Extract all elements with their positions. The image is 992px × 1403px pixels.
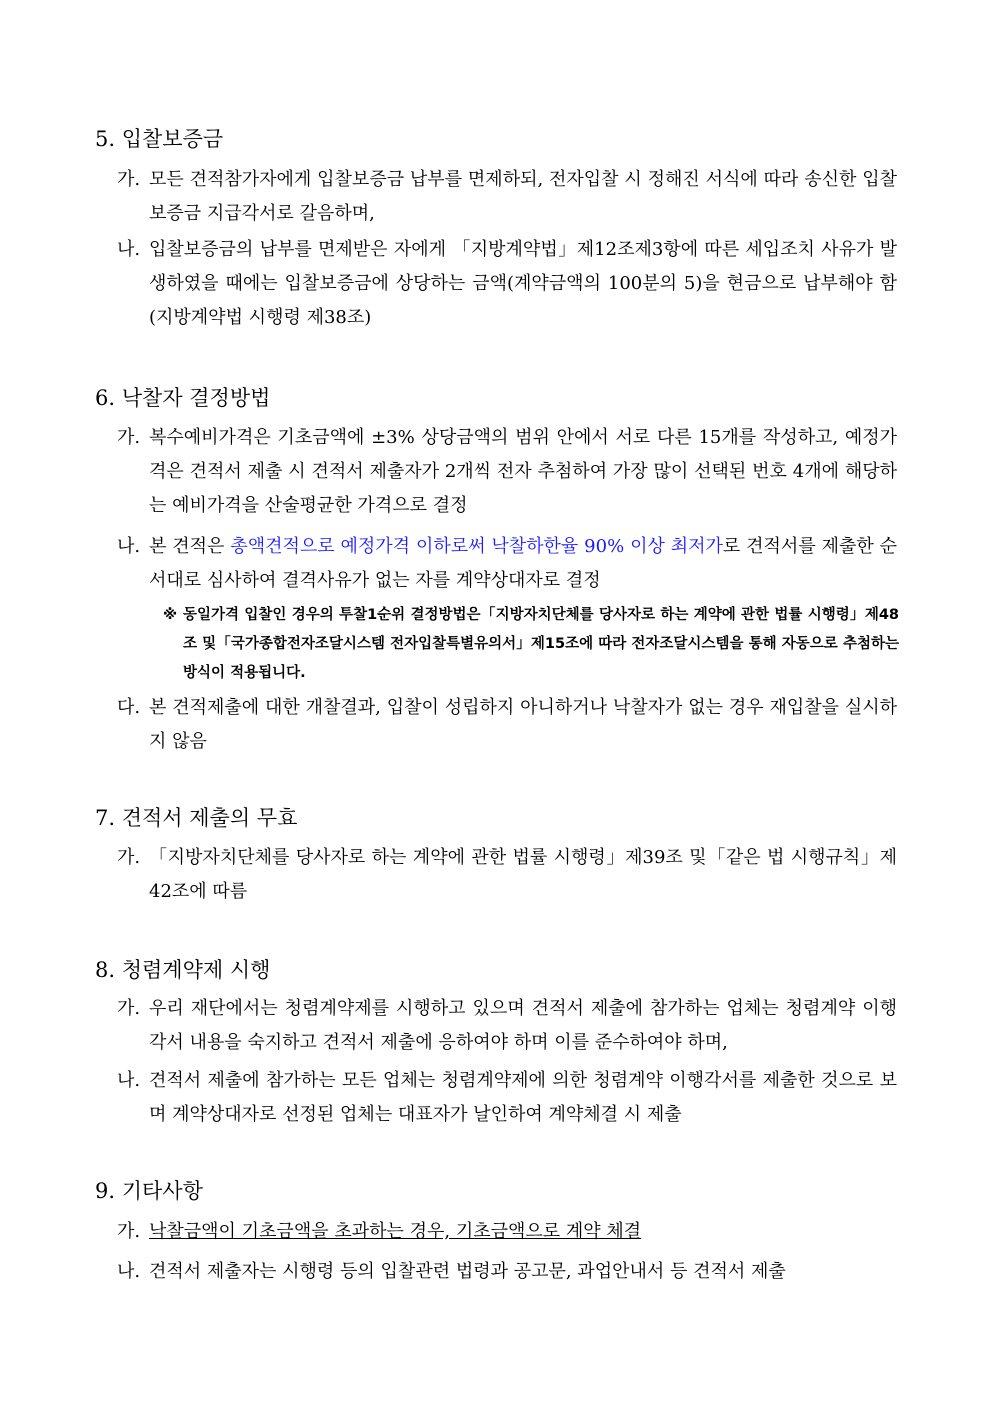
list-item-5-na	[117, 233, 897, 335]
item-text: 견적서 제출자는 시행령 등의 입찰관련 법령과 공고문, 과업안내서 등 견적서 제출	[149, 1261, 786, 1282]
item-text: 「지방자치단체를 당사자로 하는 계약에 관한 법률 시행령」제39조 및「같은 법 시행규칙」제42조에 따름	[149, 847, 897, 902]
item-text: 본 견적제출에 대한 개찰결과, 입찰이 성립하지 아니하거나 낙찰자가 없는 경우 재입찰을 실시하지 않음	[149, 697, 897, 752]
item-marker: 가.	[117, 427, 141, 448]
item-marker: 가.	[117, 169, 141, 190]
note-marker: ※	[163, 607, 178, 623]
list-item-7-ga	[117, 841, 897, 909]
item-marker: 가.	[117, 847, 141, 868]
item-marker: 나.	[117, 1070, 141, 1091]
list-item-8-ga	[117, 992, 897, 1060]
item-marker: 나.	[117, 239, 141, 260]
item-text: 입찰보증금의 납부를 면제받은 자에게 「지방계약법」제12조제3항에 따른 세입조치 사유가 발생하였을 때에는 입찰보증금에 상당하는 금액(계약금액의 100분의 5)을 현금으로 납부해야 함 (지방계약법 시행령 제38조)	[149, 239, 897, 328]
item-marker: 나.	[117, 1261, 141, 1282]
section-heading-8: 8. 청렴계약제 시행	[95, 958, 271, 982]
item-marker: 나.	[117, 536, 141, 557]
item-text	[149, 530, 897, 598]
underlined-item-text: 낙찰금액이 기초금액을 초과하는 경우, 기초금액으로 계약 체결	[149, 1221, 642, 1242]
list-item-6-da	[117, 691, 897, 759]
note-tie-break	[163, 601, 899, 688]
section-heading-9: 9. 기타사항	[95, 1179, 203, 1203]
list-item-8-na	[117, 1064, 897, 1132]
list-item-6-na	[117, 530, 897, 598]
item-text: 복수예비가격은 기초금액에 ±3% 상당금액의 범위 안에서 서로 다른 15개를 작성하고, 예정가격은 견적서 제출 시 견적서 제출자가 2개씩 전자 추첨하여 가장 많이 선택된 번호 4개에 해당하는 예비가격을 산술평균한 가격으로 결정	[149, 427, 897, 516]
list-item-6-ga	[117, 421, 897, 523]
note-text: 동일가격 입찰인 경우의 투찰1순위 결정방법은「지방자치단체를 당사자로 하는 계약에 관한 법률 시행령」제48조 및「국가종합전자조달시스템 전자입찰특별유의서」제15조에 따라 전자조달시스템을 통해 자동으로 추첨하는 방식이 적용됩니다.	[183, 607, 899, 681]
list-item-9-na	[117, 1255, 897, 1289]
item-text-after: 로 견적서를 제출한 순서대로 심사하여 결격사유가 없는 자를 계약상대자로 결정	[149, 536, 898, 591]
item-marker: 다.	[117, 697, 141, 718]
section-heading-6: 6. 낙찰자 결정방법	[95, 386, 271, 410]
highlighted-condition-text: 총액견적으로 예정가격 이하로써 낙찰하한율 90% 이상 최저가	[230, 536, 723, 557]
list-item-9-ga	[117, 1215, 897, 1249]
section-heading-5: 5. 입찰보증금	[95, 127, 224, 151]
item-text-before: 본 견적은	[149, 536, 231, 557]
list-item-5-ga	[117, 163, 897, 231]
item-text: 견적서 제출에 참가하는 모든 업체는 청렴계약제에 의한 청렴계약 이행각서를 제출한 것으로 보며 계약상대자로 선정된 업체는 대표자가 날인하여 계약체결 시 제출	[149, 1070, 897, 1125]
item-text: 우리 재단에서는 청렴계약제를 시행하고 있으며 견적서 제출에 참가하는 업체는 청렴계약 이행각서 내용을 숙지하고 견적서 제출에 응하여야 하며 이를 준수하여야 하며,	[149, 998, 897, 1053]
item-marker: 가.	[117, 998, 141, 1019]
item-marker: 가.	[117, 1221, 141, 1242]
section-heading-7: 7. 견적서 제출의 무효	[95, 806, 298, 830]
item-text: 모든 견적참가자에게 입찰보증금 납부를 면제하되, 전자입찰 시 정해진 서식에 따라 송신한 입찰보증금 지급각서로 갈음하며,	[149, 169, 897, 224]
